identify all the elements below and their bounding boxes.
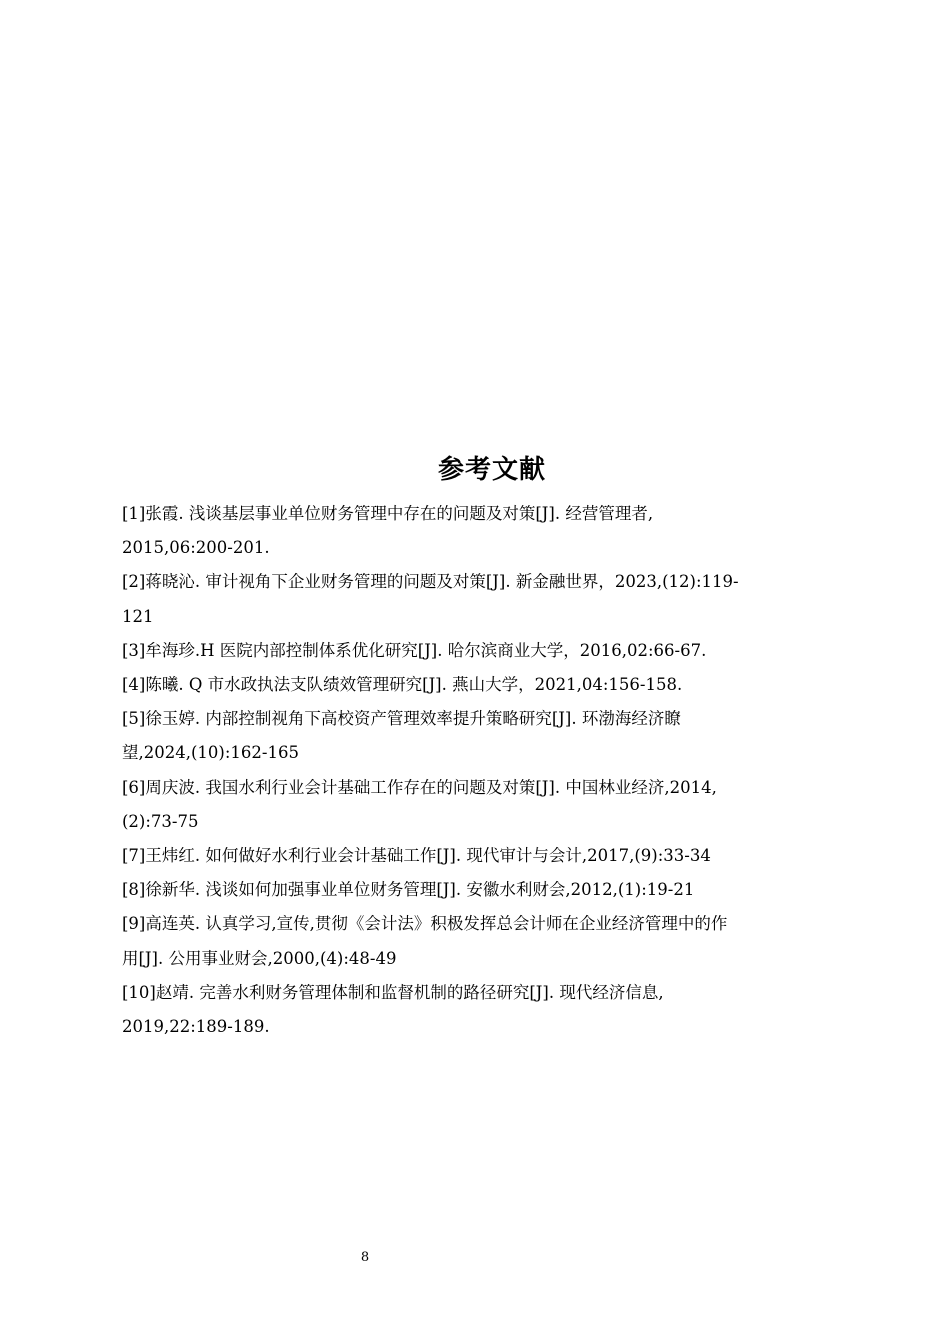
reference-line: 2019,22:189-189. — [122, 1017, 270, 1037]
reference-line: [5]徐玉婷. 内部控制视角下高校资产管理效率提升策略研究[J]. 环渤海经济瞭 — [122, 709, 681, 729]
reference-line: [7]王炜红. 如何做好水利行业会计基础工作[J]. 现代审计与会计,2017,(9):33-34 — [122, 846, 711, 866]
reference-line: [8]徐新华. 浅谈如何加强事业单位财务管理[J]. 安徽水利财会,2012,(1):19-21 — [122, 880, 695, 900]
reference-line: [2]蒋晓沁. 审计视角下企业财务管理的问题及对策[J]. 新金融世界，2023,(12):119- — [122, 572, 739, 592]
reference-line: [10]赵靖. 完善水利财务管理体制和监督机制的路径研究[J]. 现代经济信息, — [122, 982, 664, 1002]
page-number: 8 — [360, 1250, 370, 1265]
reference-list — [122, 497, 822, 1044]
references-title: 参考文献 — [437, 455, 546, 485]
reference-line: [4]陈曦. Q 市水政执法支队绩效管理研究[J]. 燕山大学，2021,04:156-158. — [122, 675, 683, 695]
reference-line: (2):73-75 — [122, 811, 199, 831]
reference-line: 望,2024,(10):162-165 — [122, 743, 299, 763]
reference-line: 用[J]. 公用事业财会,2000,(4):48-49 — [122, 948, 397, 968]
reference-line: [9]高连英. 认真学习,宣传,贯彻《会计法》积极发挥总会计师在企业经济管理中的作 — [122, 914, 728, 934]
reference-line: 121 — [122, 606, 154, 626]
reference-line: [1]张霞. 浅谈基层事业单位财务管理中存在的问题及对策[J]. 经营管理者, — [122, 504, 654, 523]
reference-line: 2015,06:200-201. — [122, 538, 270, 558]
reference-line: [6]周庆波. 我国水利行业会计基础工作存在的问题及对策[J]. 中国林业经济,2014, — [122, 777, 717, 797]
reference-line: [3]牟海珍.H 医院内部控制体系优化研究[J]. 哈尔滨商业大学，2016,02:66-67. — [122, 640, 707, 660]
